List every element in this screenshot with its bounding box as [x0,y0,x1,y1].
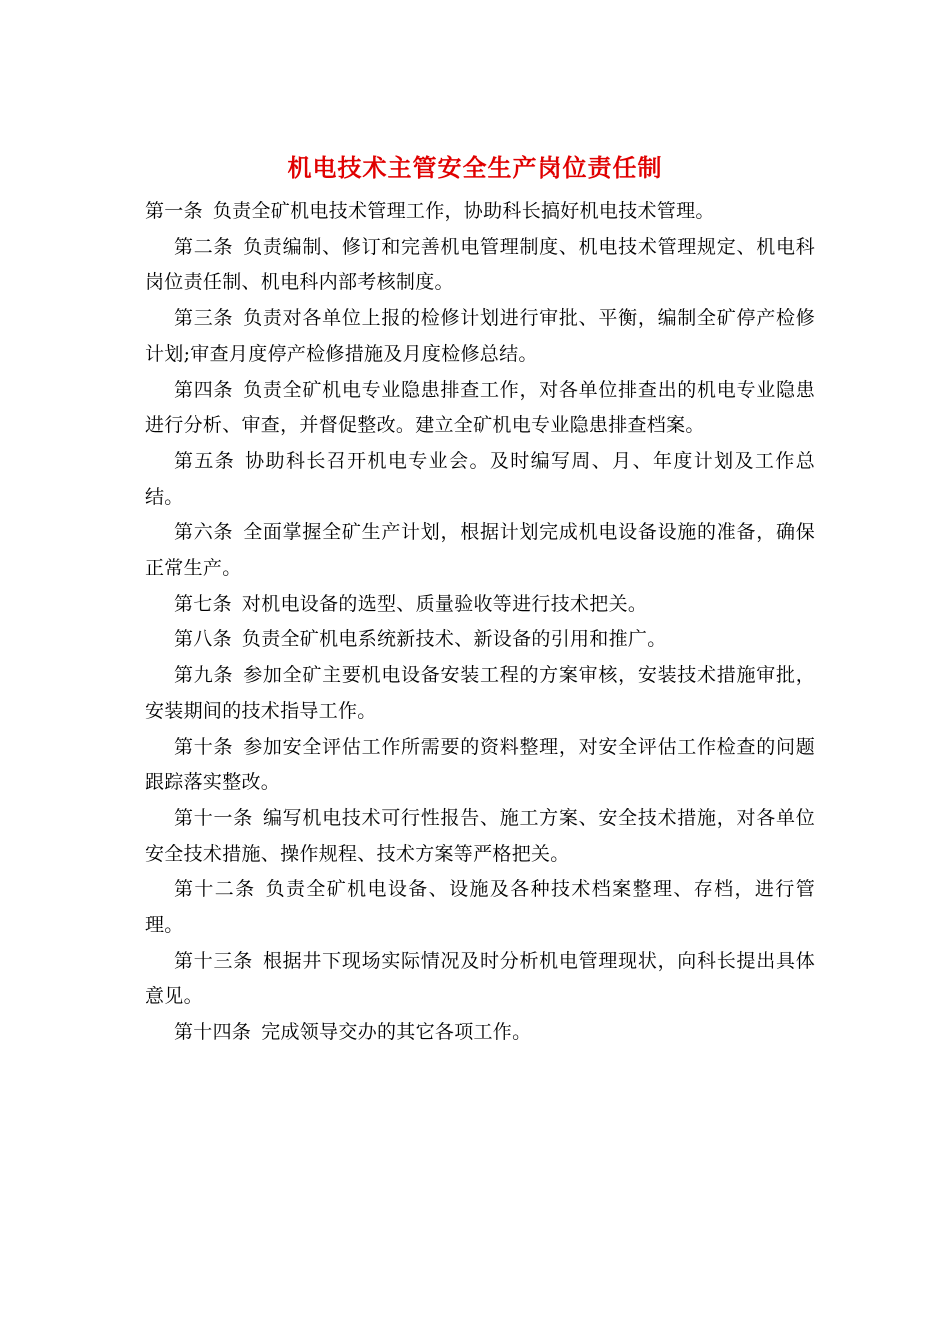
article-13 [145,944,815,1015]
article-label: 第六条 [174,521,234,544]
article-label: 第九条 [174,664,234,687]
article-text: 根据井下现场实际情况及时分析机电管理现状，向科长提出具体意见。 [145,949,816,1008]
article-label: 第十一条 [174,806,253,829]
article-6 [145,515,815,586]
article-9 [145,658,815,729]
article-12 [145,872,815,943]
document-body [145,194,815,1051]
article-label: 第二条 [174,235,234,258]
article-label: 第七条 [174,592,232,615]
article-label: 第四条 [174,378,234,401]
article-label: 第十条 [174,735,234,758]
article-text: 负责全矿机电专业隐患排查工作，对各单位排查出的机电专业隐患进行分析、审查，并督促整改。建立全矿机电专业隐患排查档案。 [145,378,815,437]
article-text: 参加全矿主要机电设备安装工程的方案审核，安装技术措施审批，安装期间的技术指导工作。 [145,664,815,722]
article-label: 第十二条 [174,878,256,901]
article-1 [145,194,815,230]
article-10 [145,730,815,801]
article-5 [145,444,815,515]
article-text: 编写机电技术可行性报告、施工方案、安全技术措施，对各单位安全技术措施、操作规程、技术方案等严格把关。 [145,806,816,865]
article-3 [145,301,815,372]
article-text: 参加安全评估工作所需要的资料整理，对安全评估工作检查的问题跟踪落实整改。 [145,735,815,794]
article-7 [145,587,815,623]
article-14 [145,1015,815,1051]
article-label: 第一条 [145,200,203,222]
article-text: 协助科长召开机电专业会。及时编写周、月、年度计划及工作总结。 [145,449,815,508]
article-label: 第十三条 [174,949,253,972]
article-label: 第八条 [174,628,232,651]
article-text: 对机电设备的选型、质量验收等进行技术把关。 [241,592,648,615]
article-text: 负责全矿机电设备、设施及各种技术档案整理、存档，进行管理。 [145,878,815,937]
article-2 [145,230,815,301]
article-label: 第十四条 [174,1021,252,1044]
article-text: 负责全矿机电技术管理工作，协助科长搞好机电技术管理。 [212,200,715,222]
article-text: 负责编制、修订和完善机电管理制度、机电技术管理规定、机电科岗位责任制、机电科内部考核制度。 [145,235,815,294]
article-8 [145,622,815,658]
article-label: 第五条 [174,449,236,472]
article-text: 负责对各单位上报的检修计划进行审批、平衡，编制全矿停产检修计划;审查月度停产检修措施及月度检修总结。 [145,307,815,365]
article-11 [145,801,815,872]
article-text: 负责全矿机电系统新技术、新设备的引用和推广。 [241,628,667,651]
article-text: 完成领导交办的其它各项工作。 [261,1021,532,1044]
article-label: 第三条 [174,307,234,330]
article-4 [145,373,815,444]
document-title: 机电技术主管安全生产岗位责任制 [287,153,663,182]
article-text: 全面掌握全矿生产计划，根据计划完成机电设备设施的准备，确保正常生产。 [145,521,815,580]
